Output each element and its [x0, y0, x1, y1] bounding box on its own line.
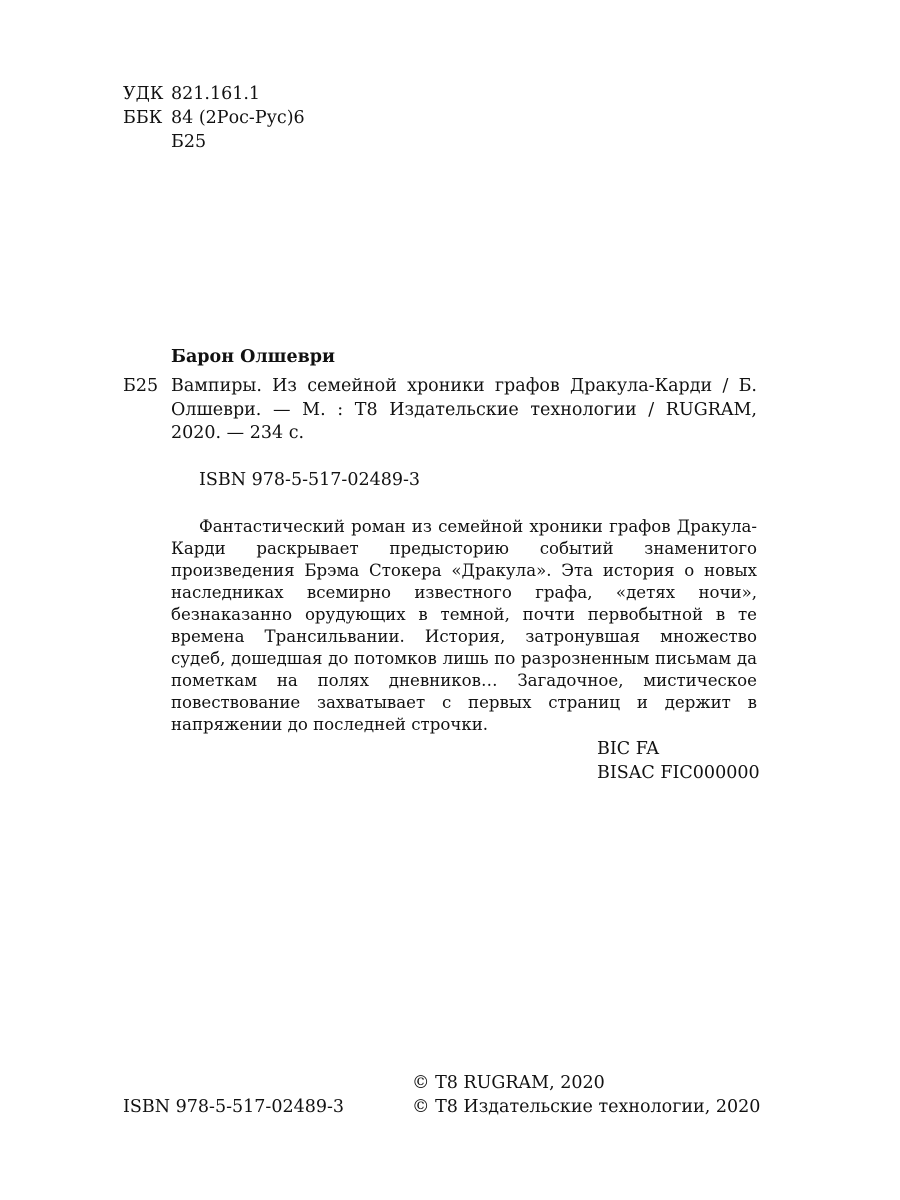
catalog-description: Вампиры. Из семейной хроники графов Дракула-Карди / Б. Олшеври. — М. : Т8 Издательские технологии / RUGRAM, 2020. — 234 с.	[171, 376, 757, 443]
udk-row	[123, 83, 260, 106]
udk-label: УДК	[123, 84, 164, 104]
copyright-rugram: © T8 RUGRAM, 2020	[412, 1073, 605, 1093]
bic-code: BIC FA	[597, 739, 659, 759]
catalog-isbn: ISBN 978-5-517-02489-3	[199, 470, 421, 490]
catalog-cutter-number: Б25	[123, 376, 159, 396]
annotation-paragraph: Фантастический роман из семейной хроники графов Дракула-Карди раскрывает предысторию событий знаменитого произведения Брэма Стокера «Дракула». Эта история о новых наследниках всемирно известного графа, «детях ночи», безнаказанно орудующих в темной, почти первобытной в те времена Трансильвании. История, затронувшая множество судеб, дошедшая до потомков лишь по разрозненным письмам да пометкам на полях дневников… Загадочное, мистическое повествование захватывает с первых страниц и держит в напряжении до последней строчки.	[171, 517, 757, 734]
bbk-row	[123, 107, 305, 130]
copyright-t8: © Т8 Издательские технологии, 2020	[412, 1097, 761, 1117]
bbk-label: ББК	[123, 108, 163, 128]
udk-code: 821.161.1	[171, 84, 261, 104]
bisac-code: BISAC FIC000000	[597, 763, 760, 783]
catalog-author: Барон Олшеври	[171, 347, 336, 367]
author-mark: Б25	[171, 132, 207, 152]
bbk-code: 84 (2Рос-Рус)6	[171, 108, 305, 128]
footer-isbn: ISBN 978-5-517-02489-3	[123, 1097, 345, 1117]
